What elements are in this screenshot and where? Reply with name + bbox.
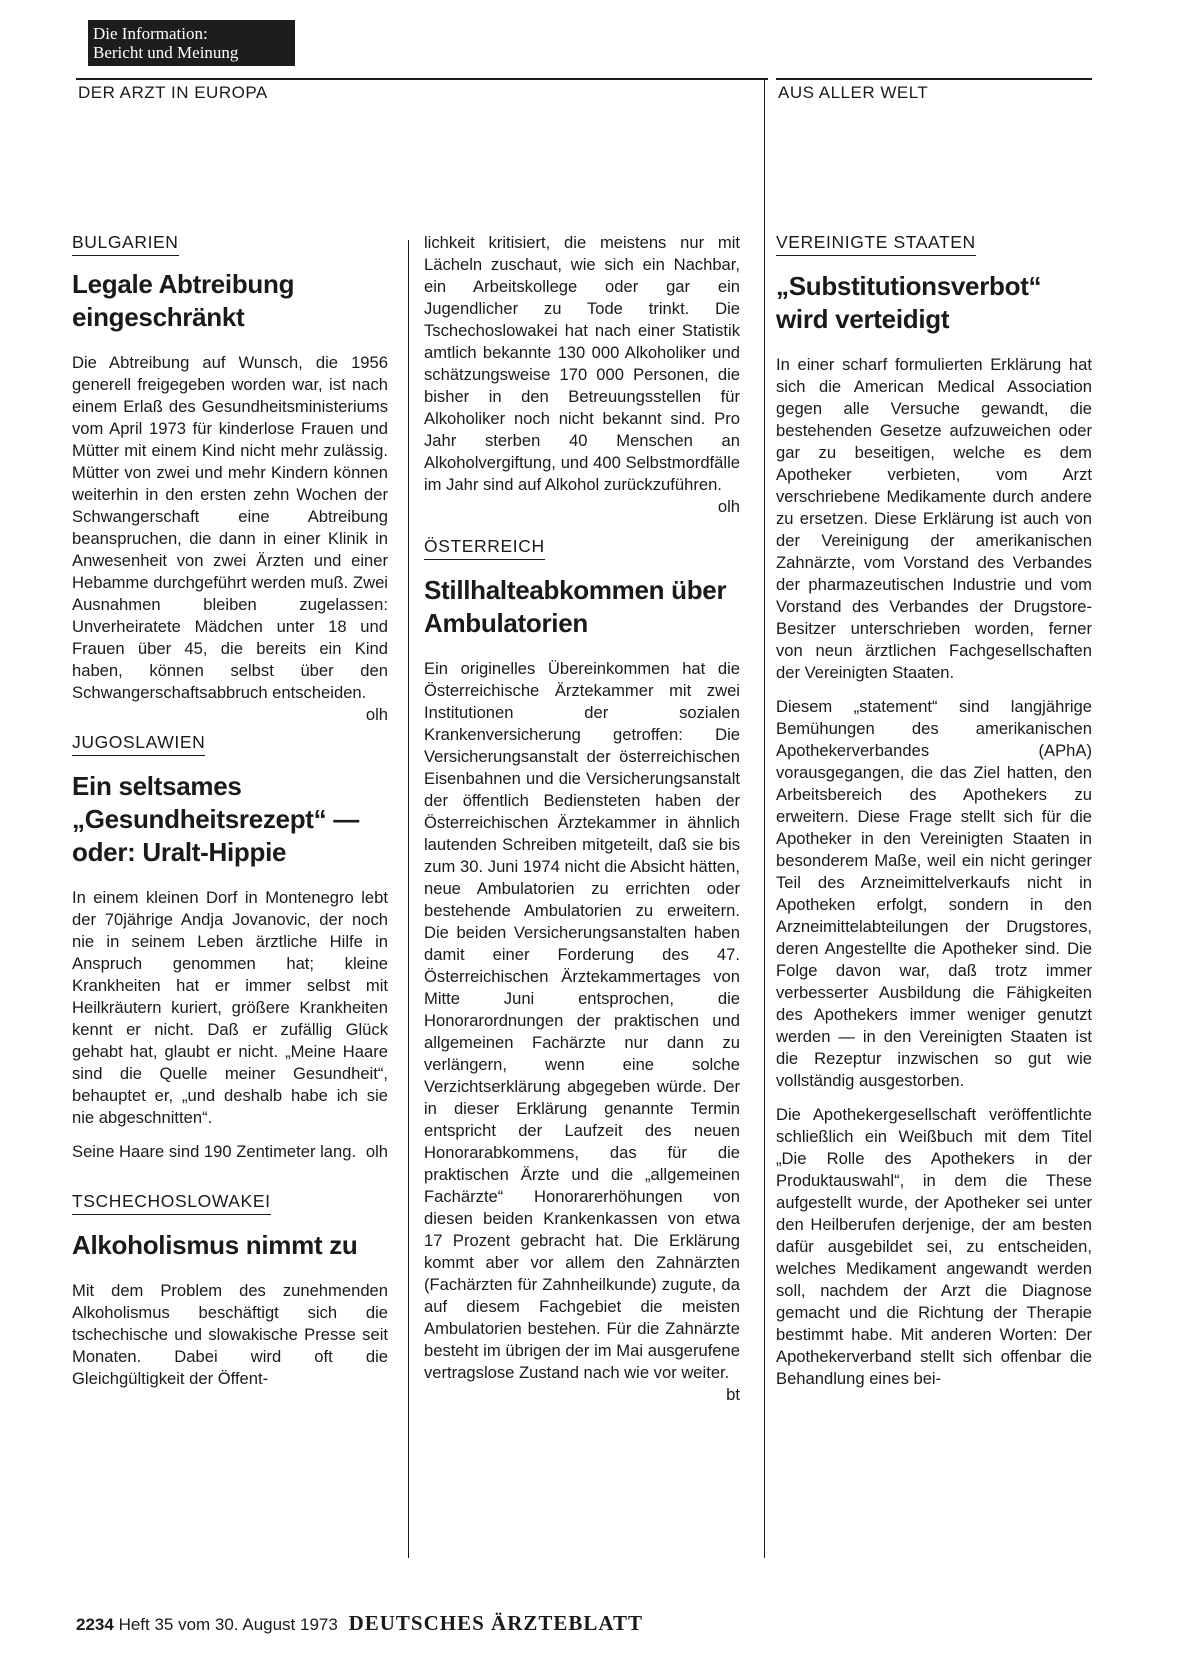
article-paragraph: Ein originelles Übereinkommen hat die Österreichische Ärztekammer mit zwei Institutionen der sozialen Krankenversicherung getroffen: Die Versicherungsanstalt der österreichischen Eisenbahnen und die Versicherungsanstalt der öffentlich Bediensteten haben der Österreichischen Ärztekammer in ähnlich lautenden Schreiben mitgeteilt, daß sie bis zum 30. Juni 1974 nicht die Absicht hätten, neue Ambulatorien zu errichten oder bestehende Ambulatorien zu erweitern. Die beiden Versicherungsanstalten haben damit einer Forderung des 47. Österreichischen Ärztekammertages von Mitte Juni entsprochen, die Honorarordnungen der praktischen und allgemeinen Fachärzte nur dann zu verlängern, wenn eine solche Verzichtserklärung abgegeben würde. Der in dieser Erklärung genannte Termin entspricht der Laufzeit des neuen Honorarabkommens, das für die praktischen Ärzte und die „allgemeinen Fachärzte“ Honorarerhöhungen von diesen beiden Krankenkassen von etwa 17 Prozent gebracht hat. Die Erklärung kommt aber vor allem den Zahnärzten (Fachärzten für Zahnheilkunde) zugute, da auf diesem Fachgebiet die meisten Ambulatorien bestehen. Für die Zahnärzte besteht im übrigen der im Mai ausgerufene vertragslose Zustand nach wie vor weiter. bt [424,659,740,1404]
article-headline: Stillhalteabkommen über Ambulatorien [424,575,727,638]
column-2 [424,232,740,1412]
article-tschechoslowakei [72,1191,388,1390]
article-headline: Ein seltsames „Gesundheitsrezept“ — oder: Uralt-Hippie [72,771,359,867]
article-paragraph: Seine Haare sind 190 Zentimeter lang. olh [72,1142,388,1161]
article-paragraph: In einer scharf formulierten Erklärung hat sich die American Medical Association gegen alle Versuche gewandt, die bestehenden Gesetze aufzuweichen oder gar zu beseitigen, welche es dem Apotheker verbieten, vom Arzt verschriebene Medikamente durch andere zu ersetzen. Diese Erklärung ist auch von der Vereinigung der amerikanischen Zahnärzte, vom Vorstand des Verbandes der pharmazeutischen Industrie und vom Vorstand des Verbandes der Drugstore-Besitzer unterschrieben worden, ferner von neun ärztlichen Fachgesellschaften der Vereinigten Staaten. [776,355,1092,682]
article-paragraph: Mit dem Problem des zunehmenden Alkoholismus beschäftigt sich die tschechische und slowakische Presse seit Monaten. Dabei wird oft die Gleichgültigkeit der Öffent- [72,1281,388,1388]
country-label: JUGOSLAWIEN [72,732,205,756]
article-oesterreich [424,536,740,1404]
column-1 [72,232,388,1402]
article-usa [776,232,1092,1390]
article-paragraph: Diesem „statement“ sind langjährige Bemühungen des amerikanischen Apothekerverbandes (APhA) vorausgegangen, die das Ziel hatten, den Arbeitsbereich des Apothekers zu erweitern. Diese Frage stellt sich für die Apotheker in den Vereinigten Staaten in besonderem Maße, weil ein nicht geringer Teil des Arzneimittelverkaufs nicht in Apotheken erfolgt, sondern in den Arzneimittelabteilungen der Drugstores, deren Angestellte die Apotheker sind. Die Folge davon war, daß trotz immer verbesserter Ausbildung die Fähigkeiten des Apothekers immer weniger genutzt werden — in den Vereinigten Staaten ist die Rezeptur inzwischen so gut wie vollständig ausgestorben. [776,697,1092,1090]
section-badge [88,20,295,66]
badge-line-1: Die Information: [93,24,208,43]
article-headline: Alkoholismus nimmt zu [72,1230,358,1260]
author-signature: olh [717,497,740,516]
article-paragraph: Die Abtreibung auf Wunsch, die 1956 generell freigegeben worden war, ist nach einem Erlaß des Gesundheitsministeriums vom April 1973 für kinderlose Frauen und Mütter mit einem Kind nicht mehr zulässig. Mütter von zwei und mehr Kindern können weiterhin in den ersten zehn Wochen der Schwangerschaft eine Abtreibung beanspruchen, die dann in einer Klinik in Anwesenheit von zwei Ärzten und einer Hebamme durchgeführt werden muß. Zwei Ausnahmen bleiben zugelassen: Unverheiratete Mädchen unter 18 und Frauen über 45, die bereits ein Kind haben, können selbst über den Schwangerschaftsabbruch entscheiden. olh [72,353,388,724]
article-bulgarien [72,232,388,724]
magazine-name: DEUTSCHES ÄRZTEBLATT [348,1611,644,1635]
country-label: VEREINIGTE STAATEN [776,232,976,256]
article-paragraph: Die Apothekergesellschaft veröffentlichte schließlich ein Weißbuch mit dem Titel „Die Rolle des Apothekers in der Produktauswahl“, in dem die These aufgestellt wurde, der Apotheker sei unter den Heilberufen derjenige, der am besten dafür ausgebildet sei, zu entscheiden, welches Medikament angewandt werden soll, nachdem der Arzt die Diagnose gemacht und die Richtung der Therapie bestimmt habe. Mit anderen Worten: Der Apothekerverband stellt sich offenbar die Behandlung eines bei- [776,1105,1092,1388]
country-label: BULGARIEN [72,232,179,256]
section-label-world: AUS ALLER WELT [778,83,929,102]
country-label: TSCHECHOSLOWAKEI [72,1191,271,1215]
top-rule-right [776,78,1092,80]
badge-line-2: Bericht und Meinung [93,43,239,62]
author-signature: olh [365,1142,388,1161]
page-footer [76,1611,643,1636]
top-rule-left [76,78,768,80]
author-signature: bt [726,1385,740,1404]
section-label-europe: DER ARZT IN EUROPA [78,83,268,102]
issue-info: Heft 35 vom 30. August 1973 [118,1615,338,1634]
page-number: 2234 [76,1615,114,1634]
article-jugoslawien [72,732,388,1163]
country-label: ÖSTERREICH [424,536,545,560]
column-3 [776,232,1092,1418]
author-signature: olh [365,705,388,724]
article-headline: „Substitutionsverbot“ wird verteidigt [776,271,1042,334]
column-rule-2 [764,78,765,1558]
article-paragraph: In einem kleinen Dorf in Montenegro lebt der 70jährige Andja Jovanovic, der noch nie in seinem Leben ärztliche Hilfe in Anspruch genommen hat; kleine Krankheiten hat er immer selbst mit Heilkräutern kuriert, größere Krankheiten kennt er nicht. Daß er zufällig Glück gehabt hat, glaubt er nicht. „Meine Haare sind die Quelle meiner Gesundheit“, behauptet er, „und deshalb habe ich sie nie abgeschnitten“. [72,888,388,1127]
article-headline: Legale Abtreibung eingeschränkt [72,269,295,332]
article-tschechoslowakei-continued [424,232,740,516]
article-paragraph: lichkeit kritisiert, die meistens nur mit Lächeln zuschaut, wie sich ein Nachbar, ein Arbeitskollege oder gar ein Jugendlicher zu Tode trinkt. Die Tschechoslowakei hat nach einer Statistik amtlich bekannte 130 000 Alkoholiker und schätzungsweise 170 000 Personen, die bisher in den Betreuungsstellen für Alkoholiker noch nicht bekannt sind. Pro Jahr sterben 40 Menschen an Alkoholvergiftung, und 400 Selbstmordfälle im Jahr sind auf Alkohol zurückzuführen. olh [424,233,740,516]
column-rule-1 [408,240,409,1558]
